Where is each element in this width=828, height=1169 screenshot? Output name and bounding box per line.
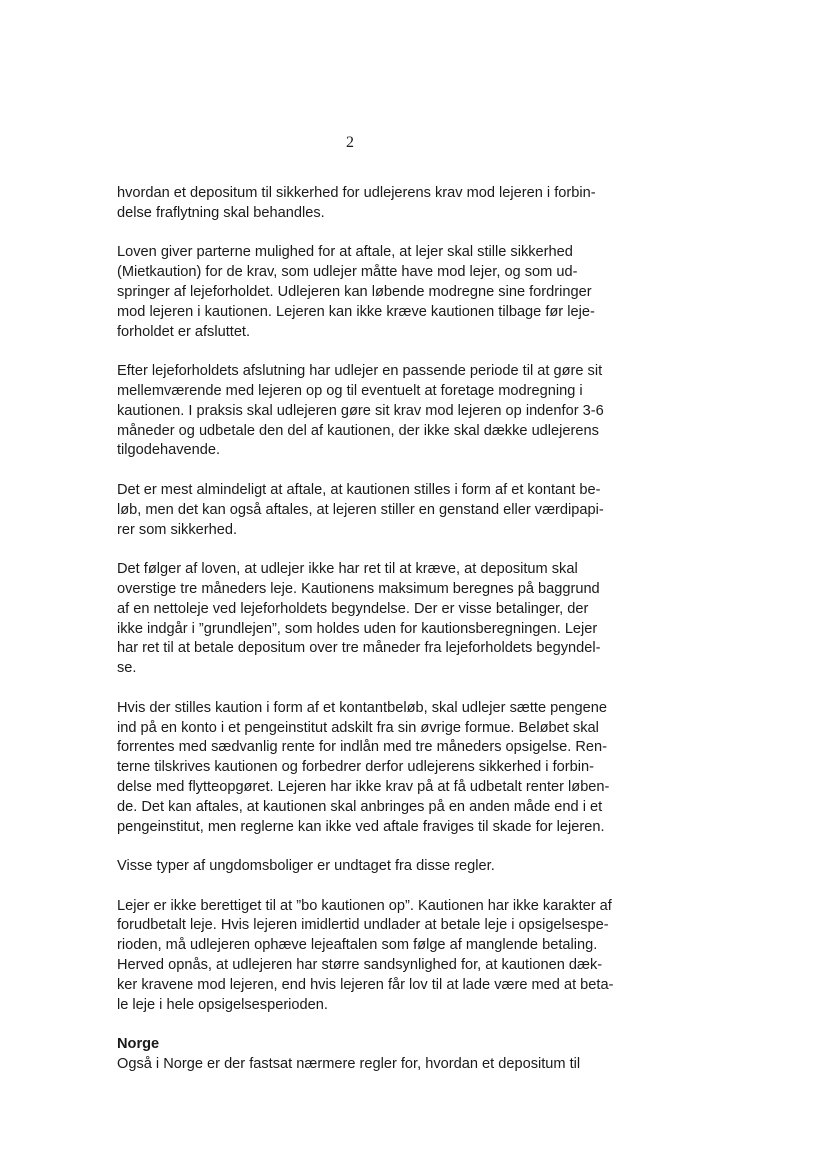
paragraph bbox=[117, 897, 614, 1016]
text-line: har ret til at betale depositum over tre måneder fra lejeforholdets begyndel- bbox=[117, 640, 601, 657]
text-line: kautionen. I praksis skal udlejeren gøre sit krav mod lejeren op indenfor 3-6 bbox=[117, 402, 604, 419]
text-line: pengeinstitut, men reglerne kan ikke ved aftale fraviges til skade for lejeren. bbox=[117, 818, 605, 835]
section-norge bbox=[117, 1035, 597, 1075]
text-line: de. Det kan aftales, at kautionen skal anbringes på en anden måde end i et bbox=[117, 798, 603, 815]
text-line: se. bbox=[117, 660, 137, 677]
text-line: terne tilskrives kautionen og forbedrer derfor udlejerens sikkerhed i forbin- bbox=[117, 759, 594, 776]
text-line: delse fraflytning skal behandles. bbox=[117, 204, 325, 221]
text-line: forholdet er afsluttet. bbox=[117, 323, 251, 340]
text-line: ind på en konto i et pengeinstitut adskilt fra sin øvrige formue. Beløbet skal bbox=[117, 719, 599, 736]
text-line: Herved opnås, at udlejeren har større sandsynlighed for, at kautionen dæk- bbox=[117, 957, 603, 974]
paragraph bbox=[117, 560, 601, 679]
text-line: mod lejeren i kautionen. Lejeren kan ikke kræve kautionen tilbage før leje- bbox=[117, 303, 595, 320]
section-heading: Norge bbox=[117, 1036, 160, 1053]
text-line: hvordan et depositum til sikkerhed for udlejerens krav mod lejeren i forbin- bbox=[117, 185, 596, 201]
text-line: forrentes med sædvanlig rente for indlån med tre måneders opsigelse. Ren- bbox=[117, 739, 607, 756]
text-line: delse med flytteopgøret. Lejeren har ikke krav på at få udbetalt renter løben- bbox=[117, 778, 610, 795]
text-line: ker kravene mod lejeren, end hvis lejeren får lov til at lade være med at beta- bbox=[117, 976, 614, 993]
text-line: ikke indgår i ”grundlejen”, som holdes uden for kautionsberegningen. Lejer bbox=[117, 620, 598, 637]
text-line: rer som sikkerhed. bbox=[117, 521, 238, 538]
text-line: måneder og udbetale den del af kautionen, der ikke skal dække udlejerens bbox=[117, 422, 599, 439]
text-line: le leje i hele opsigelsesperioden. bbox=[117, 996, 328, 1013]
text-line: af en nettoleje ved lejeforholdets begyndelse. Der er visse betalinger, der bbox=[117, 600, 589, 617]
paragraph bbox=[117, 184, 597, 224]
text-line: Hvis der stilles kaution i form af et kontantbeløb, skal udlejer sætte pengene bbox=[117, 699, 607, 716]
text-line: springer af lejeforholdet. Udlejeren kan løbende modregne sine fordringer bbox=[117, 283, 592, 300]
paragraph bbox=[117, 857, 597, 877]
paragraph bbox=[117, 243, 597, 342]
text-line: mellemværende med lejeren op og til eventuelt at foretage modregning i bbox=[117, 382, 583, 399]
text-line: tilgodehavende. bbox=[117, 442, 221, 459]
text-line: Efter lejeforholdets afslutning har udlejer en passende periode til at gøre sit bbox=[117, 363, 603, 380]
text-line: løb, men det kan også aftales, at lejeren stiller en genstand eller værdipapi- bbox=[117, 501, 604, 518]
text-line: Visse typer af ungdomsboliger er undtaget fra disse regler. bbox=[117, 858, 495, 875]
text-line: Loven giver parterne mulighed for at aftale, at lejer skal stille sikkerhed bbox=[117, 244, 573, 261]
document-body bbox=[117, 184, 614, 1075]
text-line: overstige tre måneders leje. Kautionens maksimum beregnes på baggrund bbox=[117, 580, 600, 597]
page-number: 2 bbox=[346, 134, 354, 151]
text-line: forudbetalt leje. Hvis lejeren imidlertid undlader at betale leje i opsigelsespe- bbox=[117, 917, 609, 934]
text-line: Også i Norge er der fastsat nærmere regler for, hvordan et depositum til bbox=[117, 1056, 581, 1073]
text-line: rioden, må udlejeren ophæve lejeaftalen som følge af manglende betaling. bbox=[117, 937, 598, 954]
text-line: Lejer er ikke berettiget til at ”bo kautionen op”. Kautionen har ikke karakter af bbox=[117, 897, 612, 914]
paragraph bbox=[117, 362, 604, 461]
text-line: (Mietkaution) for de krav, som udlejer måtte have mod lejer, og som ud- bbox=[117, 264, 578, 281]
paragraph bbox=[117, 699, 610, 838]
text-line: Det følger af loven, at udlejer ikke har ret til at kræve, at depositum skal bbox=[117, 561, 578, 578]
paragraph bbox=[117, 481, 604, 540]
text-line: Det er mest almindeligt at aftale, at kautionen stilles i form af et kontant be- bbox=[117, 481, 601, 498]
